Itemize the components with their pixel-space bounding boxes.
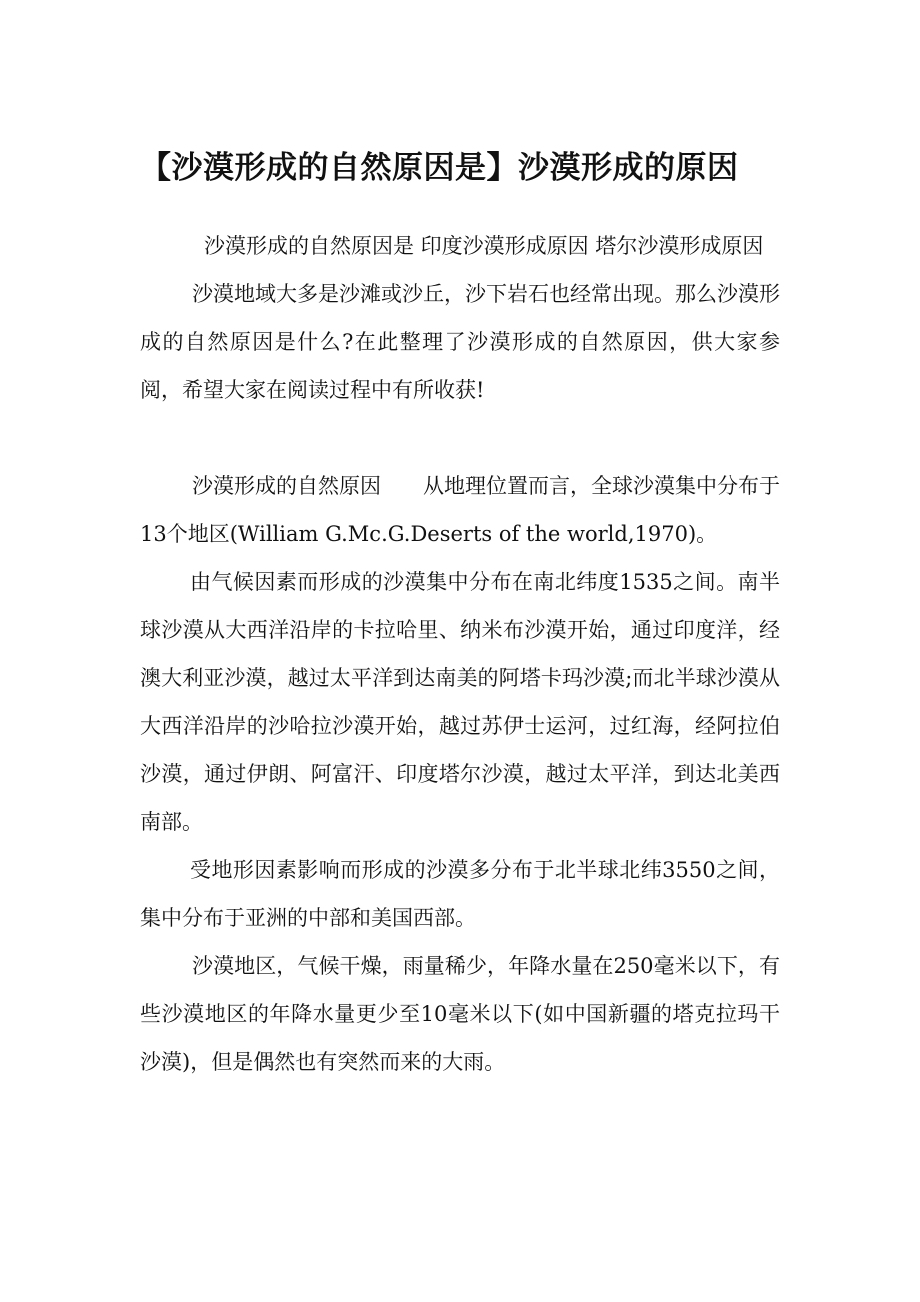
intro-paragraph: 沙漠地域大多是沙滩或沙丘，沙下岩石也经常出现。那么沙漠形成的自然原因是什么?在此整理了沙漠形成的自然原因，供大家参阅，希望大家在阅读过程中有所收获! [140,282,780,402]
rainfall-paragraph: 沙漠地区，气候干燥，雨量稀少，年降水量在250毫米以下，有些沙漠地区的年降水量更少至10毫米以下(如中国新疆的塔克拉玛干沙漠)，但是偶然也有突然而来的大雨。 [140,954,780,1074]
keywords-paragraph: 沙漠形成的自然原因是 印度沙漠形成原因 塔尔沙漠形成原因 [204,234,764,258]
paragraph-spacer [140,414,780,462]
distribution-paragraph: 沙漠形成的自然原因 从地理位置而言，全球沙漠集中分布于13个地区(William G.Mc.G.Deserts of the world,1970)。 [140,474,780,546]
climate-factor-paragraph: 由气候因素而形成的沙漠集中分布在南北纬度1535之间。南半球沙漠从大西洋沿岸的卡拉哈里、纳米布沙漠开始，通过印度洋，经澳大利亚沙漠，越过太平洋到达南美的阿塔卡玛沙漠;而北半球沙漠从大西洋沿岸的沙哈拉沙漠开始，越过苏伊士运河，过红海，经阿拉伯沙漠，通过伊朗、阿富汗、印度塔尔沙漠，越过太平洋，到达北美西南部。 [140,570,780,834]
document-body [140,222,780,1086]
terrain-factor-paragraph: 受地形因素影响而形成的沙漠多分布于北半球北纬3550之间，集中分布于亚洲的中部和美国西部。 [140,858,780,930]
document-title: 【沙漠形成的自然原因是】沙漠形成的原因 [140,150,739,186]
